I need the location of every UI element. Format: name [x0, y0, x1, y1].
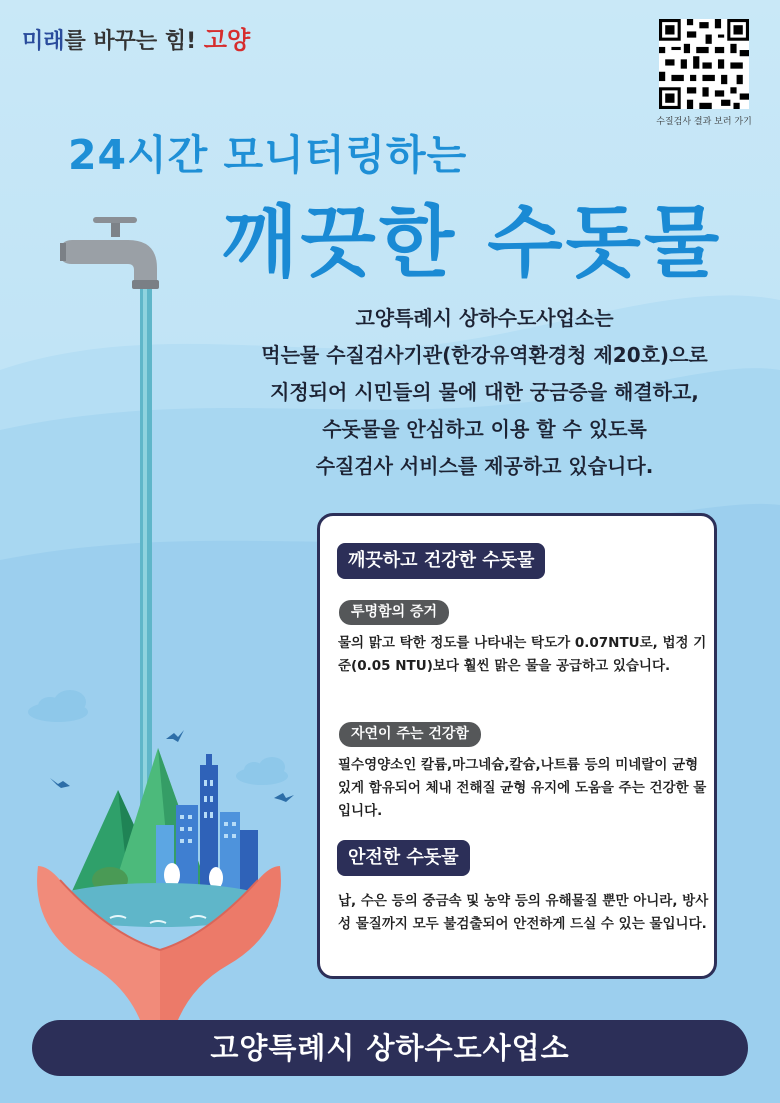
card-title: 깨끗하고 건강한 수돗물 [337, 543, 545, 579]
faucet-icon [60, 217, 159, 289]
section-1-body: 물의 맑고 탁한 정도를 나타내는 탁도가 0.07NTU로, 법정 기준(0.05 NTU)보다 훨씬 맑은 물을 공급하고 있습니다. [338, 635, 707, 674]
intro-line: 수질검사 서비스를 제공하고 있습니다. [315, 454, 654, 478]
intro-line: 먹는물 수질검사기관(한강유역환경청 제20호)으로 [261, 343, 708, 367]
section-2-body: 필수영양소인 칼륨,마그네슘,칼슘,나트륨 등의 미네랄이 균형있게 함유되어 체내 전해질 균형 유지에 도움을 주는 건강한 물입니다. [338, 757, 707, 819]
section-3-body: 납, 수은 등의 중금속 및 농약 등의 유해물질 뿐만 아니라, 방사성 물질까지 모두 불검출되어 안전하게 드실 수 있는 물입니다. [338, 893, 709, 932]
qr-label: 수질검사 결과 보러 가기 [656, 117, 752, 127]
headline-line-1: 24시간 모니터링하는 [68, 131, 468, 179]
intro-paragraph [222, 300, 747, 485]
section-3-title: 안전한 수돗물 [337, 840, 470, 876]
headline-line-2: 깨끗한 수돗물 [222, 198, 723, 288]
section-2-title: 자연이 주는 건강함 [339, 722, 481, 747]
intro-line: 수돗물을 안심하고 이용 할 수 있도록 [322, 417, 647, 441]
qr-code-icon[interactable] [659, 19, 749, 109]
footer-org-name: 고양특례시 상하수도사업소 [32, 1020, 748, 1076]
section-1-title: 투명함의 증거 [339, 600, 449, 625]
intro-line: 지정되어 시민들의 물에 대한 궁금증을 해결하고, [270, 380, 699, 404]
slogan-part-2: 를 바꾸는 힘! [64, 29, 204, 54]
slogan [22, 20, 250, 55]
info-card [317, 513, 717, 979]
intro-line: 고양특례시 상하수도사업소는 [355, 306, 614, 330]
slogan-part-1: 미래 [22, 29, 65, 54]
slogan-part-3: 고양 [203, 26, 251, 54]
